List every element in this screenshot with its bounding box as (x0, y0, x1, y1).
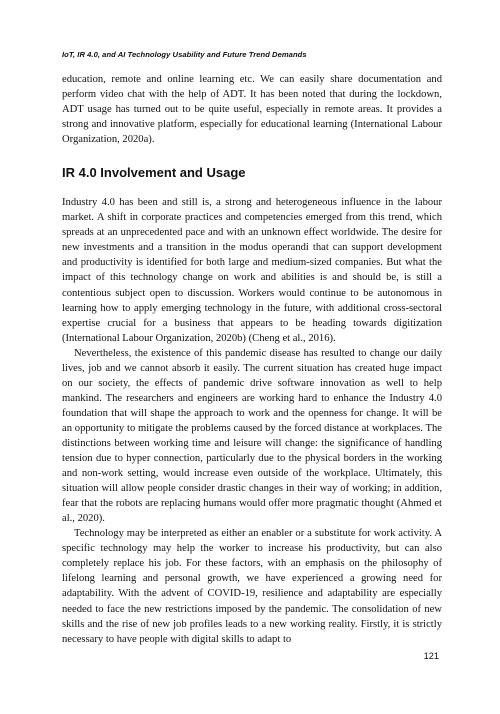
paragraph-technology: Technology may be interpreted as either an enabler or a substitute for work activity. A specific technology may help the worker to increase his productivity, but can also completely replace his job. For these factors, with an emphasis on the philosophy of lifelong learning and personal growth, we have experienced a growing need for adaptability. With the advent of COVID-19, resilience and adaptability are especially needed to face the new restrictions imposed by the pandemic. The consolidation of new skills and the rise of new job profiles leads to a new working reality. Firstly, it is strictly necessary to have people with digital skills to adapt to (62, 528, 442, 645)
section-heading: IR 4.0 Involvement and Usage (62, 165, 246, 181)
page-body (62, 72, 442, 647)
running-header: IoT, IR 4.0, and AI Technology Usability and Future Trend Demands (62, 50, 307, 59)
page-number: 121 (423, 651, 439, 661)
paragraph-pandemic: Nevertheless, the existence of this pandemic disease has resulted to change our daily lives, job and we cannot absorb it easily. The current situation has created huge impact on our society, the effects of pandemic drive software innovation as well to help mankind. The researchers and engineers are working hard to enhance the Industry 4.0 foundation that will shape the approach to work and the openness for change. It will be an opportunity to mitigate the problems caused by the forced distance at workplaces. The distinctions between working time and leisure will change: the significance of handling tension due to hyper connection, particularly due to the physical borders in the working and non-work setting, would increase even outside of the workplace. Ultimately, this situation will allow people consider drastic changes in their way of working; in addition, fear that the robots are replacing humans would offer more pragmatic thought (Ahmed et al., 2020). (62, 347, 442, 525)
paragraph-continuation: education, remote and online learning etc. We can easily share documentation and perform video chat with the help of ADT. It has been noted that during the lockdown, ADT usage has turned out to be quite useful, especially in remote areas. It provides a strong and innovative platform, especially for educational learning (International Labour Organization, 2020a). (62, 74, 442, 146)
paragraph-industry-4: Industry 4.0 has been and still is, a strong and heterogeneous influence in the labour market. A shift in corporate practices and competencies emerged from this trend, which spreads at an unprecedented pace and with an unknown effect worldwide. The desire for new investments and a transition in the modus operandi that can support development and productivity is identified for both large and medium-sized companies. But what the impact of this technology change on work and abilities is and should be, is still a contentious subject open to discussion. Workers would continue to be autonomous in learning how to apply emerging technology in the future, with additional cross-sectoral expertise crucial for a business that appears to be heading towards digitization (International Labour Organization, 2020b) (Cheng et al., 2016). (62, 197, 442, 344)
